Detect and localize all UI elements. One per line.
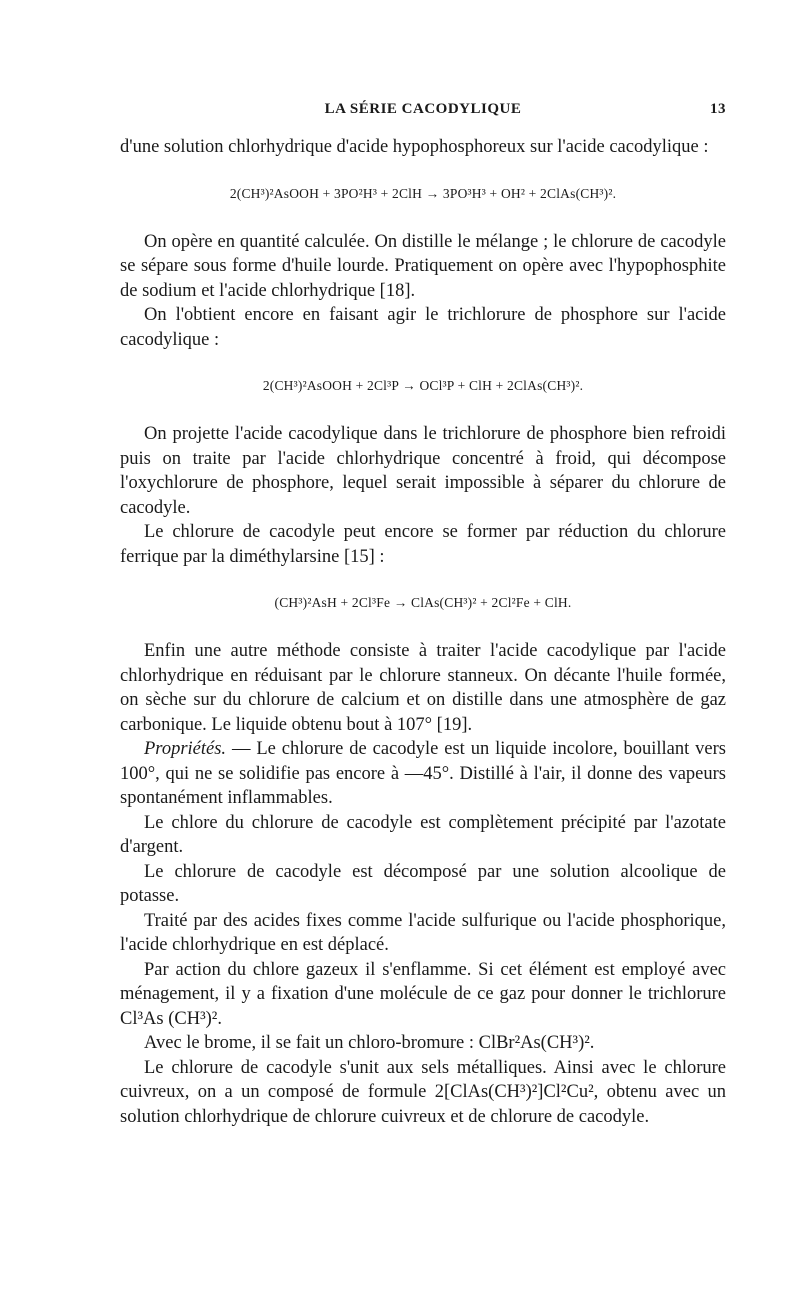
page-number: 13 xyxy=(710,101,726,117)
paragraph: Enfin une autre méthode consiste à traiter l'acide cacodylique par l'acide chlorhydrique en réduisant par le chlorure stanneux. On décante l'huile formée, on sèche sur du chlorure de calcium et on distille dans une atmosphère de gaz carbonique. Le liquide obtenu bout à 107° [19]. xyxy=(120,641,726,735)
paragraph: On l'obtient encore en faisant agir le trichlorure de phosphore sur l'acide cacodylique : xyxy=(120,305,726,350)
running-title: LA SÉRIE CACODYLIQUE xyxy=(324,101,522,117)
paragraph: Le chlorure de cacodyle est décomposé par une solution alcoolique de potasse. xyxy=(120,861,726,906)
paragraph: On projette l'acide cacodylique dans le trichlorure de phosphore bien refroidi puis on traite par l'acide chlorhydrique concentré à froid, qui décompose l'oxychlorure de phosphore, lequel serait impossible à séparer du chlorure de cacodyle. xyxy=(120,424,726,518)
body-text xyxy=(120,135,726,1129)
equation: 2(CH³)²AsOOH + 2Cl³P → OCl³P + ClH + 2ClAs(CH³)². xyxy=(262,378,584,393)
paragraph-properties xyxy=(120,737,726,811)
paragraph-text: — Le chlorure de cacodyle est un liquide incolore, bouillant vers 100°, qui ne se solidifie pas encore à —45°. Distillé à l'air, il donne des vapeurs spontanément inflammables. xyxy=(120,739,727,808)
paragraph: Le chlore du chlorure de cacodyle est complètement précipité par l'azotate d'argent. xyxy=(120,812,726,857)
paragraph: Par action du chlore gazeux il s'enflamme. Si cet élément est employé avec ménagement, il y a fixation d'une molécule de ce gaz pour donner le trichlorure Cl³As (CH³)². xyxy=(120,959,726,1029)
paragraph: d'une solution chlorhydrique d'acide hypophosphoreux sur l'acide cacodylique : xyxy=(120,137,709,157)
running-head xyxy=(120,101,726,125)
equation: 2(CH³)²AsOOH + 3PO²H³ + 2ClH → 3PO³H³ + OH² + 2ClAs(CH³)². xyxy=(229,185,617,201)
paragraph: On opère en quantité calculée. On distille le mélange ; le chlorure de cacodyle se sépare sous forme d'huile lourde. Pratiquement on opère avec l'hypophosphite de sodium et l'acide chlorhydrique [18]. xyxy=(120,231,726,301)
section-heading: Propriétés. xyxy=(144,739,227,759)
paragraph: Traité par des acides fixes comme l'acide sulfurique ou l'acide phosphorique, l'acide chlorhydrique en est déplacé. xyxy=(120,910,726,955)
paragraph: Le chlorure de cacodyle s'unit aux sels métalliques. Ainsi avec le chlorure cuivreux, on a un composé de formule 2[ClAs(CH³)²]Cl²Cu², obtenu avec un solution chlorhydrique de chlorure cuivreux et de chlorure de cacodyle. xyxy=(120,1057,726,1127)
paragraph: Avec le brome, il se fait un chloro-bromure : ClBr²As(CH³)². xyxy=(144,1033,595,1053)
equation: (CH³)²AsH + 2Cl³Fe → ClAs(CH³)² + 2Cl²Fe + ClH. xyxy=(274,595,572,610)
paragraph: Le chlorure de cacodyle peut encore se former par réduction du chlorure ferrique par la diméthylarsine [15] : xyxy=(120,522,726,567)
